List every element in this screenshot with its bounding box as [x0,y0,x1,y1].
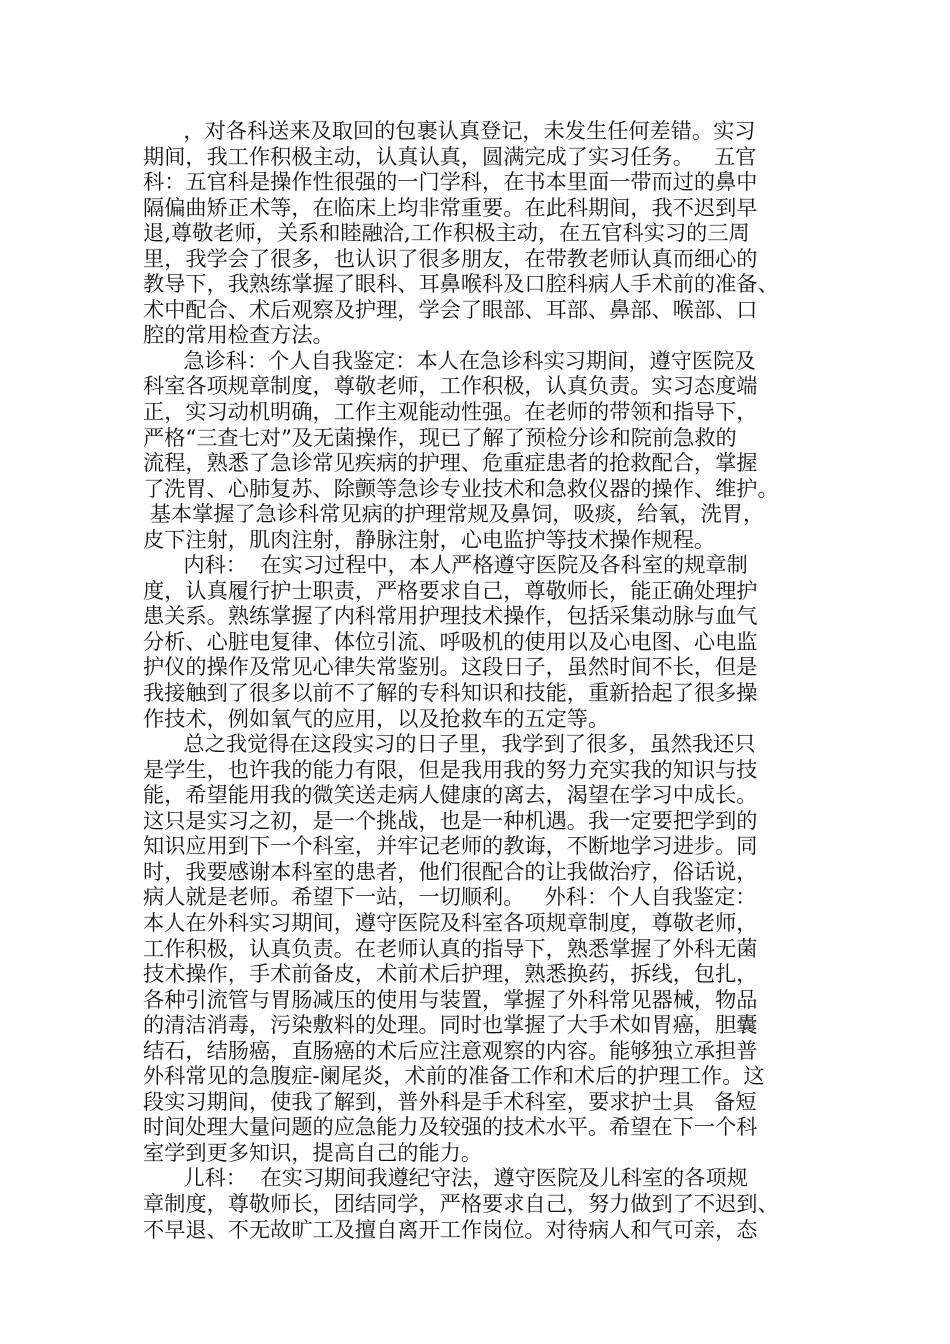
text-line: 各种引流管与胃肠减压的使用与装置，掌握了外科常见器械，物品 [143,986,758,1012]
text-line: 分析、心脏电复律、体位引流、呼吸机的使用以及心电图、心电监 [143,628,758,654]
text-line: 能，希望能用我的微笑送走病人健康的离去，渴望在学习中成长。 [143,782,758,808]
text-line: 教导下，我熟练掌握了眼科、耳鼻喉科及口腔科病人手术前的准备、 [143,271,779,297]
text-line: 这只是实习之初，是一个挑战，也是一种机遇。我一定要把学到的 [143,807,758,833]
text-line: 科室各项规章制度，尊敬老师，工作积极，认真负责。实习态度端 [143,373,758,399]
text-line: 作技术，例如氧气的应用，以及抢救车的五定等。 [143,705,610,731]
text-line: 儿科： 在实习期间我遵纪守法，遵守医院及儿科室的各项规 [143,1165,748,1191]
text-line: 严格“三查七对”及无菌操作，现已了解了预检分诊和院前急救的 [143,424,737,450]
text-line: 段实习期间，使我了解到，普外科是手术科室，要求护士具 备短 [143,1088,757,1114]
text-line: 病人就是老师。希望下一站，一切顺利。 外科：个人自我鉴定： [143,884,757,910]
text-line: 隔偏曲矫正术等，在临床上均非常重要。在此科期间，我不迟到早 [143,194,758,220]
text-line: 急诊科：个人自我鉴定：本人在急诊科实习期间，遵守医院及 [143,347,756,373]
text-line: 外科常见的急腹症-阑尾炎，术前的准备工作和术后的护理工作。这 [143,1063,765,1089]
text-line: 里，我学会了很多，也认识了很多朋友，在带教老师认真而细心的 [143,245,758,271]
document-body-text [143,118,825,1242]
text-line: 是学生，也许我的能力有限，但是我用我的努力充实我的知识与技 [143,756,758,782]
text-line: 科：五官科是操作性很强的一门学科，在书本里面一带而过的鼻中 [143,169,758,195]
text-line: 不早退、不无故旷工及擅自离开工作岗位。对待病人和气可亲，态 [143,1216,758,1242]
text-line: ，对各科送来及取回的包裹认真登记，未发生任何差错。实习 [143,118,756,143]
text-line: 时，我要感谢本科室的患者，他们很配合的让我做治疗，俗话说， [143,858,758,884]
text-line: 了洗胃、心肺复苏、除颤等急诊专业技术和急救仪器的操作、维护。 [143,475,779,501]
text-line: 基本掌握了急诊科常见病的护理常规及鼻饲，吸痰，给氧，洗胃， [143,501,765,527]
text-line: 章制度，尊敬师长，团结同学，严格要求自己，努力做到了不迟到、 [143,1190,779,1216]
text-line: 室学到更多知识，提高自己的能力。 [143,1139,483,1165]
text-line: 正，实习动机明确，工作主观能动性强。在老师的带领和指导下， [143,399,758,425]
text-line: 技术操作，手术前备皮，术前术后护理，熟悉换药，拆线，包扎， [143,961,758,987]
text-line: 护仪的操作及常见心律失常鉴别。这段日子，虽然时间不长，但是 [143,654,758,680]
text-line: 期间，我工作积极主动，认真认真，圆满完成了实习任务。 五官 [143,143,757,169]
text-line: 知识应用到下一个科室，并牢记老师的教诲，不断地学习进步。同 [143,833,758,859]
text-line: 的清洁消毒，污染敷料的处理。同时也掌握了大手术如胃癌，胆囊 [143,1012,758,1038]
text-line: 本人在外科实习期间，遵守医院及科室各项规章制度，尊敬老师， [143,909,758,935]
text-line: 流程，熟悉了急诊常见疾病的护理、危重症患者的抢救配合，掌握 [143,450,758,476]
text-line: 退,尊敬老师，关系和睦融洽,工作积极主动，在五官科实习的三周 [143,220,750,246]
text-line: 工作积极，认真负责。在老师认真的指导下，熟悉掌握了外科无菌 [143,935,758,961]
text-line: 总之我觉得在这段实习的日子里，我学到了很多，虽然我还只 [143,731,756,757]
text-line: 度，认真履行护士职责，严格要求自己，尊敬师长，能正确处理护 [143,577,758,603]
text-line: 时间处理大量问题的应急能力及较强的技术水平。希望在下一个科 [143,1114,758,1140]
text-line: 皮下注射，肌肉注射，静脉注射，心电监护等技术操作规程。 [143,526,716,552]
text-line: 我接触到了很多以前不了解的专科知识和技能，重新拾起了很多操 [143,680,758,706]
text-line: 结石，结肠癌，直肠癌的术后应注意观察的内容。能够独立承担普 [143,1037,758,1063]
text-line: 患关系。熟练掌握了内科常用护理技术操作，包括采集动脉与血气 [143,603,758,629]
text-line: 腔的常用检查方法。 [143,322,334,348]
text-line: 内科： 在实习过程中，本人严格遵守医院及各科室的规章制 [143,552,748,578]
text-line: 术中配合、术后观察及护理，学会了眼部、耳部、鼻部、喉部、口 [143,296,758,322]
